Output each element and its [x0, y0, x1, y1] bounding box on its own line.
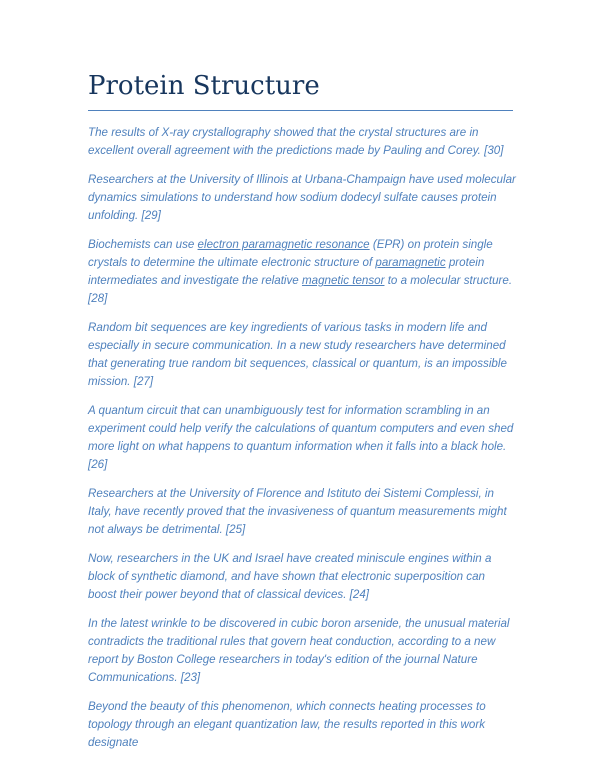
- title-divider: [88, 110, 513, 111]
- paragraph-random-bits: Random bit sequences are key ingredients of various tasks in modern life and especially in secure communication. In a new study researchers have determined that generating true random bit sequences, classical or quantum, is an impossible mission. [27]: [88, 321, 507, 388]
- link-electron-paramagnetic-resonance[interactable]: electron paramagnetic resonance: [197, 238, 370, 251]
- page-title: Protein Structure: [88, 71, 320, 101]
- paragraph-quantum-circuit: A quantum circuit that can unambiguously test for information scrambling in an experiment could help verify the calculations of quantum computers and even shed more light on what happens to quantum information when it falls into a black hole. [26]: [88, 404, 514, 471]
- paragraph-boron-arsenide: In the latest wrinkle to be discovered in cubic boron arsenide, the unusual material contradicts the traditional rules that govern heat conduction, according to a new report by Boston College researchers in today's edition of the journal Nature Communications. [23]: [88, 617, 510, 684]
- paragraph-epr: [88, 236, 516, 308]
- paragraph-epr-text-1: Biochemists can use: [88, 238, 198, 251]
- paragraph-epr-text-4: to a molecular structure. [28]: [88, 274, 513, 305]
- link-paramagnetic[interactable]: paramagnetic: [375, 256, 446, 269]
- document-body: [88, 124, 516, 763]
- paragraph-quantization-law: Beyond the beauty of this phenomenon, which connects heating processes to topology through an elegant quantization law, the results reported in this work designate: [88, 700, 486, 749]
- paragraph-quantum-measurements: Researchers at the University of Florence and Istituto dei Sistemi Complessi, in Italy, have recently proved that the invasiveness of quantum measurements might not always be detrimental. [25]: [88, 487, 507, 536]
- paragraph-epr-text-3: protein intermediates and investigate the relative: [88, 256, 485, 287]
- paragraph-molecular-dynamics: Researchers at the University of Illinois at Urbana-Champaign have used molecular dynamics simulations to understand how sodium dodecyl sulfate causes protein unfolding. [29]: [88, 173, 516, 222]
- link-magnetic-tensor[interactable]: magnetic tensor: [301, 274, 385, 287]
- paragraph-epr-text-2: (EPR) on protein single crystals to determine the ultimate electronic structure of: [88, 238, 493, 269]
- paragraph-diamond-engines: Now, researchers in the UK and Israel have created miniscule engines within a block of synthetic diamond, and have shown that electronic superposition can boost their power beyond that of classical devices. [24]: [88, 552, 492, 601]
- paragraph-xray-crystallography: The results of X-ray crystallography showed that the crystal structures are in excellent overall agreement with the predictions made by Pauling and Corey. [30]: [88, 126, 504, 157]
